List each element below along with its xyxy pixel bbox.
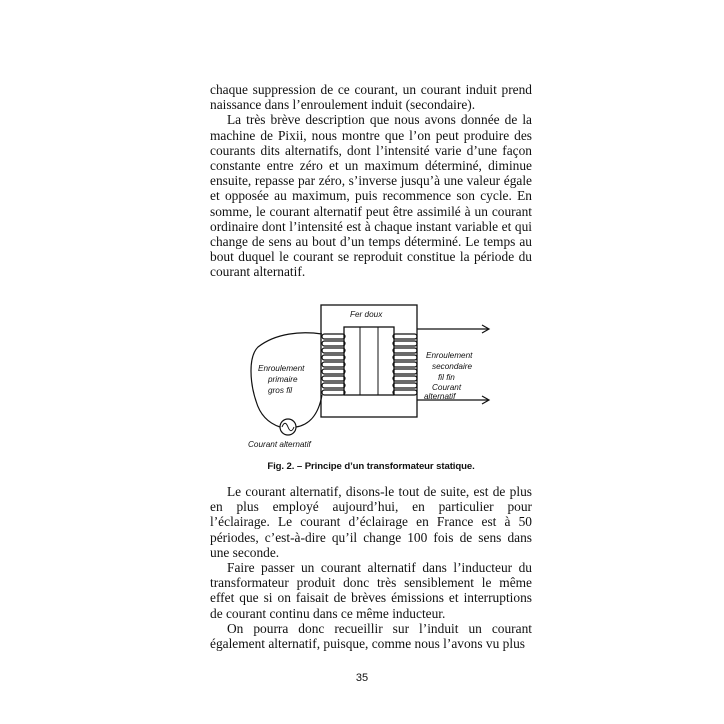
paragraph: Faire passer un courant alternatif dans l’inducteur du transformateur produit donc très sensiblement le même effet que si on faisait de brèves émissions et interruptions de courant continu dans ce même inducteur. <box>210 560 532 621</box>
primary-label-line2: primaire <box>268 375 298 384</box>
primary-coil <box>322 334 345 395</box>
iron-core-window <box>344 327 394 395</box>
secondary-label-line3: fil fin <box>438 373 455 382</box>
secondary-label-line1: Enroulement <box>426 351 473 360</box>
text-block-top <box>210 82 532 280</box>
output-label-line2: alternatif <box>424 392 456 401</box>
core-label: Fer doux <box>350 310 383 319</box>
transformer-diagram <box>246 303 498 451</box>
secondary-label-line2: secondaire <box>432 362 473 371</box>
source-label: Courant alternatif <box>248 440 311 449</box>
figure-caption: Fig. 2. – Principe d’un transformateur statique. <box>267 461 475 472</box>
iron-core-outer <box>321 305 417 417</box>
paragraph: Le courant alternatif, disons-le tout de suite, est de plus en plus employé aujourd’hui, en particulier pour l’éclairage. Le courant d’éclairage en France est à 50 périodes, c’est-à-dire qu’il change 100 fois de sens dans une seconde. <box>210 484 532 560</box>
text-block-bottom <box>210 484 532 651</box>
page-number: 35 <box>355 672 369 684</box>
core-center-slot <box>360 327 378 395</box>
primary-label-line3: gros fil <box>268 386 293 395</box>
paragraph: On pourra donc recueillir sur l’induit un courant également alternatif, puisque, comme nous l’avons vu plus <box>210 620 532 652</box>
secondary-coil <box>393 334 417 395</box>
primary-label-line1: Enroulement <box>258 364 305 373</box>
paragraph: chaque suppression de ce courant, un courant induit prend naissance dans l’enroulement induit (secondaire). <box>210 82 532 113</box>
paragraph: La très brève description que nous avons donnée de la machine de Pixii, nous montre que l’on peut produire des courants dits alternatifs, dont l’intensité varie d’une façon constante entre zéro et un maximum déterminé, diminue ensuite, repasse par zéro, s’inverse jusqu’à une valeur égale et opposée au maximum, puis recommence son cycle. En somme, le courant alternatif peut être assimilé à un courant ordinaire dont l’intensité est à chaque instant variable et qui change de sens au bout d’un temps déterminé. Le temps au bout duquel le courant se reproduit constitue la période du courant alternatif. <box>210 112 532 280</box>
output-label-line1: Courant <box>432 383 462 392</box>
